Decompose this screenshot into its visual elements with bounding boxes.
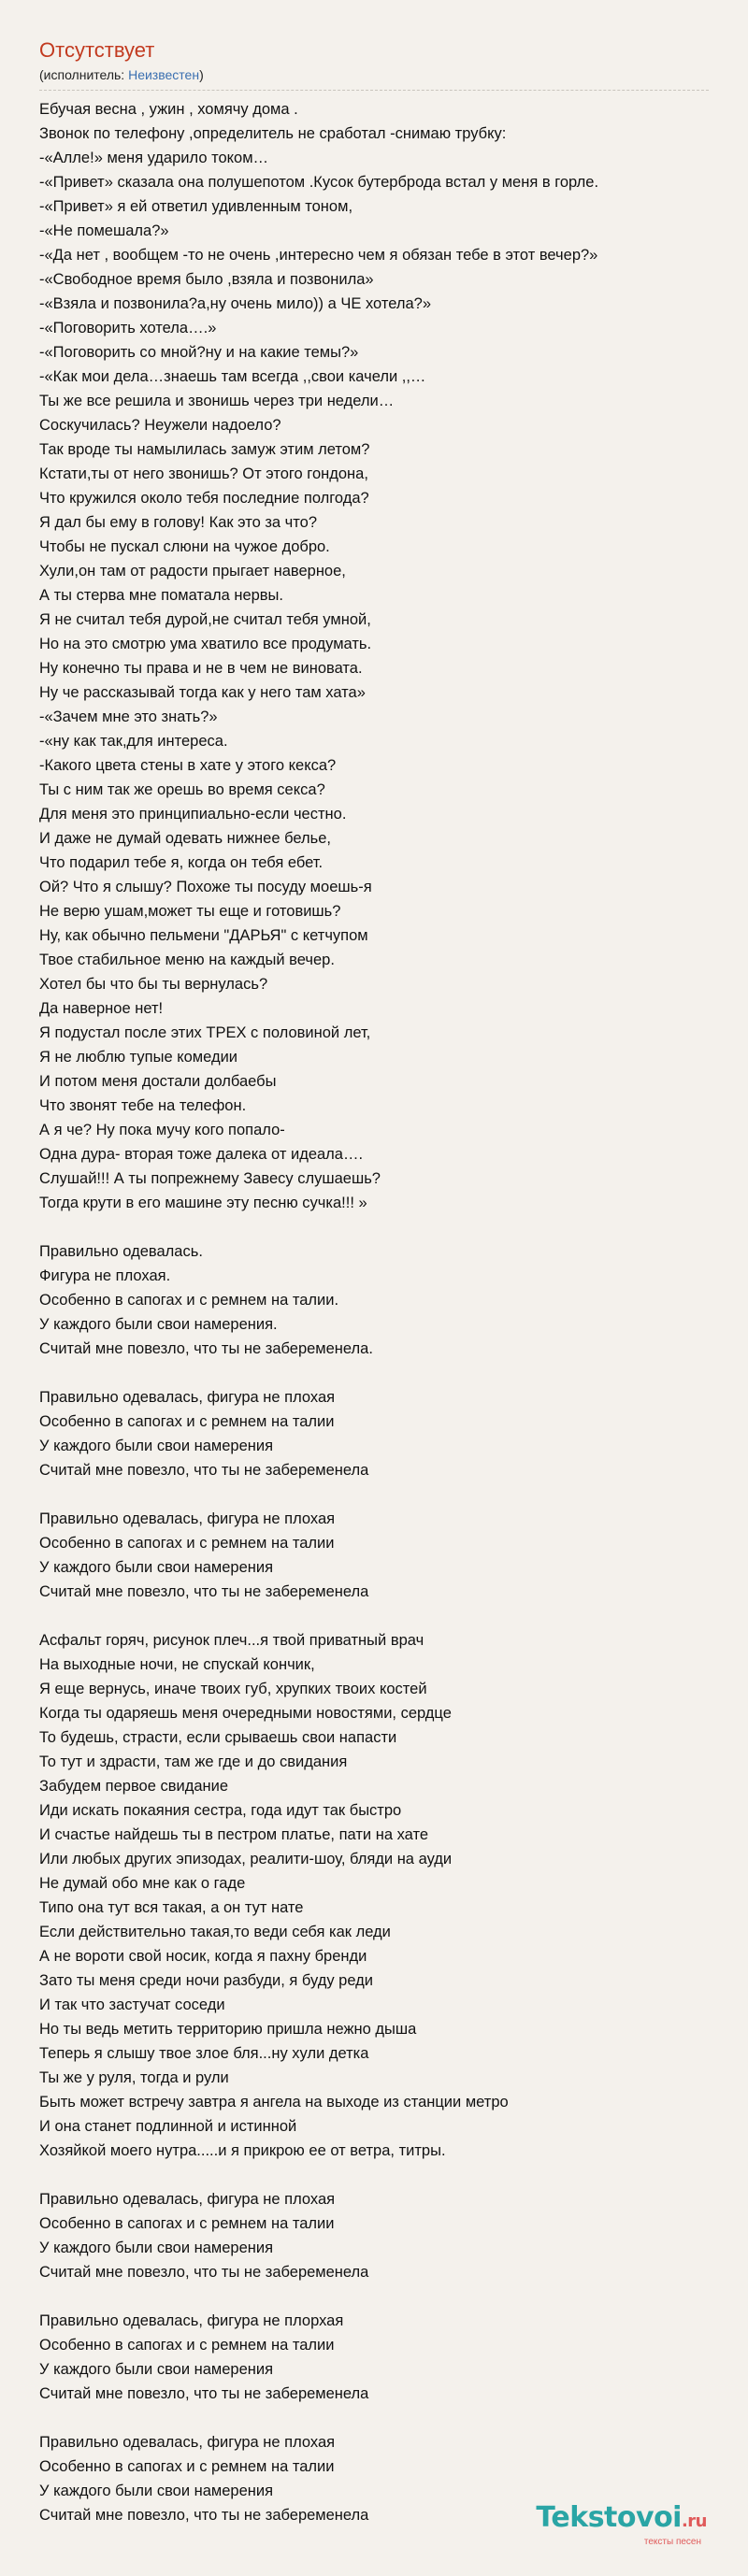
artist-prefix: (исполнитель: <box>39 67 129 82</box>
lyric-line: -Какого цвета стены в хате у этого кекса? <box>39 757 337 774</box>
lyric-line: И так что застучат соседи <box>39 1996 225 2013</box>
lyric-line: -«Поговорить со мной?ну и на какие темы?» <box>39 344 359 361</box>
lyric-line: Что кружился около тебя последние полгода? <box>39 490 369 507</box>
lyric-line: Звонок по телефону ,определитель не сработал -снимаю трубку: <box>39 125 507 142</box>
lyric-line: Считай мне повезло, что ты не забеременела <box>39 1462 369 1479</box>
artist-line <box>39 65 709 84</box>
lyric-line: А не вороти свой носик, когда я пахну бренди <box>39 1948 367 1965</box>
lyric-line: У каждого были свои намерения. <box>39 1316 278 1333</box>
lyric-line: Особенно в сапогах и с ремнем на талии <box>39 1413 335 1430</box>
lyric-line: Особенно в сапогах и с ремнем на талии <box>39 2458 335 2475</box>
lyric-line: -«Взяла и позвонила?а,ну очень мило)) а ЧЕ хотела?» <box>39 295 432 312</box>
lyric-line: Хозяйкой моего нутра.....и я прикрою ее от ветра, титры. <box>39 2142 446 2159</box>
logo-wordmark <box>536 2503 707 2537</box>
lyric-line: Правильно одевалась, фигура не плохая <box>39 1389 336 1406</box>
lyric-line: На выходные ночи, не спускай кончик, <box>39 1656 315 1673</box>
lyric-line: Считай мне повезло, что ты не забеременела <box>39 1583 369 1600</box>
lyric-line: Не верю ушам,может ты еще и готовишь? <box>39 903 341 920</box>
lyric-line: Ты же все решила и звонишь через три недели… <box>39 393 395 409</box>
lyric-line: Одна дура- вторая тоже далека от идеала…. <box>39 1146 364 1163</box>
lyric-line: И она станет подлинной и истинной <box>39 2118 297 2135</box>
lyric-line: -«Зачем мне это знать?» <box>39 708 218 725</box>
lyric-line: Особенно в сапогах и с ремнем на талии <box>39 2215 335 2232</box>
lyric-line: Теперь я слышу твое злое бля...ну хули детка <box>39 2045 369 2062</box>
lyric-line: -«Как мои дела…знаешь там всегда ,,свои качели ,,… <box>39 368 426 385</box>
header-divider <box>39 90 709 91</box>
lyric-line: Я дал бы ему в голову! Как это за что? <box>39 514 318 531</box>
lyric-line: Ебучая весна , ужин , хомячу дома . <box>39 101 298 118</box>
lyric-line: У каждого были свои намерения <box>39 1559 274 1576</box>
lyric-line: Ты с ним так же орешь во время секса? <box>39 781 325 798</box>
lyric-line: Хули,он там от радости прыгает наверное, <box>39 563 346 580</box>
artist-link[interactable]: Неизвестен <box>128 67 200 82</box>
lyric-line: Не думай обо мне как о гаде <box>39 1875 246 1892</box>
lyric-line: Правильно одевалась, фигура не плохая <box>39 1510 336 1527</box>
lyric-line: И счастье найдешь ты в пестром платье, пати на хате <box>39 1826 429 1843</box>
lyric-line: Для меня это принципиально-если честно. <box>39 806 347 823</box>
lyric-line: Или любых других эпизодах, реалити-шоу, бляди на ауди <box>39 1851 453 1868</box>
lyric-line: У каждого были свои намерения <box>39 2240 274 2256</box>
artist-suffix: ) <box>199 67 204 82</box>
lyrics-stanza <box>39 1385 731 1482</box>
lyric-line: Быть может встречу завтра я ангела на выходе из станции метро <box>39 2094 509 2111</box>
lyric-line: Асфальт горяч, рисунок плеч...я твой приватный врач <box>39 1632 424 1649</box>
lyric-line: Ты же у руля, тогда и рули <box>39 2069 229 2086</box>
lyrics-stanza <box>39 1239 731 1361</box>
lyric-line: Соскучилась? Неужели надоело? <box>39 417 281 434</box>
lyric-line: -«Не помешала?» <box>39 222 169 239</box>
lyric-line: И даже не думай одевать нижнее белье, <box>39 830 331 847</box>
lyric-line: Фигура не плохая. <box>39 1267 171 1284</box>
lyric-line: Особенно в сапогах и с ремнем на талии. <box>39 1292 339 1309</box>
logo-name: Tekstovoi <box>536 2501 682 2534</box>
lyric-line: Тогда крути в его машине эту песню сучка!!! » <box>39 1195 367 1211</box>
lyric-line: -«Поговорить хотела….» <box>39 320 217 336</box>
lyric-line: То будешь, страсти, если срываешь свои напасти <box>39 1729 397 1746</box>
lyrics-stanza <box>39 2187 731 2284</box>
lyrics-body <box>39 97 731 2552</box>
lyric-line: Считай мне повезло, что ты не забеременела <box>39 2385 369 2402</box>
lyric-line: Забудем первое свидание <box>39 1778 229 1795</box>
lyric-line: Кстати,ты от него звонишь? От этого гондона, <box>39 465 368 482</box>
lyric-line: -«Да нет , вообщем -то не очень ,интересно чем я обязан тебе в этот вечер?» <box>39 247 598 264</box>
lyric-line: Если действительно такая,то веди себя как леди <box>39 1924 391 1940</box>
lyric-line: Ну конечно ты права и не в чем не виновата. <box>39 660 363 677</box>
lyric-line: Типо она тут вся такая, а он тут нате <box>39 1899 304 1916</box>
lyric-line: -«Алле!» меня ударило током… <box>39 150 269 166</box>
lyric-line: Особенно в сапогах и с ремнем на талии <box>39 1535 335 1552</box>
lyric-line: -«Привет» сказала она полушепотом .Кусок бутерброда встал у меня в горле. <box>39 174 599 191</box>
lyric-line: Зато ты меня среди ночи разбуди, я буду реди <box>39 1972 374 1989</box>
lyric-line: Ну че рассказывай тогда как у него там хата» <box>39 684 366 701</box>
lyric-line: Когда ты одаряешь меня очередными новостями, сердце <box>39 1705 452 1722</box>
site-logo[interactable] <box>536 2503 707 2548</box>
lyric-line: Правильно одевалась, фигура не плорхая <box>39 2312 344 2329</box>
lyric-line: Я еще вернусь, иначе твоих губ, хрупких твоих костей <box>39 1681 427 1697</box>
logo-tld: .ru <box>681 2512 707 2531</box>
lyric-line: Считай мне повезло, что ты не забеременела <box>39 2507 369 2524</box>
lyric-line: И потом меня достали долбаебы <box>39 1073 277 1090</box>
lyric-line: -«Свободное время было ,взяла и позвонила» <box>39 271 374 288</box>
logo-tagline: тексты песен <box>643 2537 701 2547</box>
lyrics-stanza <box>39 2309 731 2406</box>
lyric-line: Я не люблю тупые комедии <box>39 1049 238 1066</box>
lyric-line: Да наверное нет! <box>39 1000 164 1017</box>
lyric-line: Так вроде ты намылилась замуж этим летом? <box>39 441 370 458</box>
lyric-line: Ну, как обычно пельмени "ДАРЬЯ" с кетчупом <box>39 927 368 944</box>
lyric-line: Правильно одевалась. <box>39 1243 203 1260</box>
lyric-line: Особенно в сапогах и с ремнем на талии <box>39 2337 335 2354</box>
lyric-line: Правильно одевалась, фигура не плохая <box>39 2434 336 2451</box>
lyric-line: Хотел бы что бы ты вернулась? <box>39 976 268 993</box>
lyric-line: Что звонят тебе на телефон. <box>39 1097 247 1114</box>
song-header <box>39 37 709 91</box>
lyric-line: Но ты ведь метить территорию пришла нежно дыша <box>39 2021 417 2038</box>
lyric-line: Что подарил тебе я, когда он тебя ебет. <box>39 854 324 871</box>
lyrics-stanza <box>39 1628 731 2163</box>
lyric-line: Я подустал после этих ТРЕХ с половиной лет, <box>39 1024 371 1041</box>
lyric-line: Я не считал тебя дурой,не считал тебя умной, <box>39 611 371 628</box>
lyric-line: У каждого были свои намерения <box>39 2483 274 2499</box>
lyric-line: А я че? Ну пока мучу кого попало- <box>39 1122 285 1138</box>
lyric-line: У каждого были свои намерения <box>39 2361 274 2378</box>
song-title: Отсутствует <box>39 38 155 62</box>
lyric-line: У каждого были свои намерения <box>39 1438 274 1454</box>
lyrics-stanza <box>39 1507 731 1604</box>
lyric-line: Слушай!!! А ты попрежнему Завесу слушаешь? <box>39 1170 381 1187</box>
lyric-line: А ты стерва мне поматала нервы. <box>39 587 284 604</box>
lyric-line: -«ну как так,для интереса. <box>39 733 228 750</box>
lyric-line: Иди искать покаяния сестра, года идут так быстро <box>39 1802 402 1819</box>
lyric-line: Твое стабильное меню на каждый вечер. <box>39 952 335 968</box>
lyric-line: Считай мне повезло, что ты не забеременела. <box>39 1340 373 1357</box>
lyric-line: Ой? Что я слышу? Похоже ты посуду моешь-я <box>39 879 372 895</box>
lyric-line: То тут и здрасти, там же где и до свидания <box>39 1753 348 1770</box>
lyric-line: Но на это смотрю ума хватило все продумать. <box>39 636 372 652</box>
lyrics-stanza <box>39 97 731 1215</box>
lyric-line: -«Привет» я ей ответил удивленным тоном, <box>39 198 353 215</box>
lyric-line: Правильно одевалась, фигура не плохая <box>39 2191 336 2208</box>
lyric-line: Чтобы не пускал слюни на чужое добро. <box>39 538 330 555</box>
lyric-line: Считай мне повезло, что ты не забеременела <box>39 2264 369 2281</box>
